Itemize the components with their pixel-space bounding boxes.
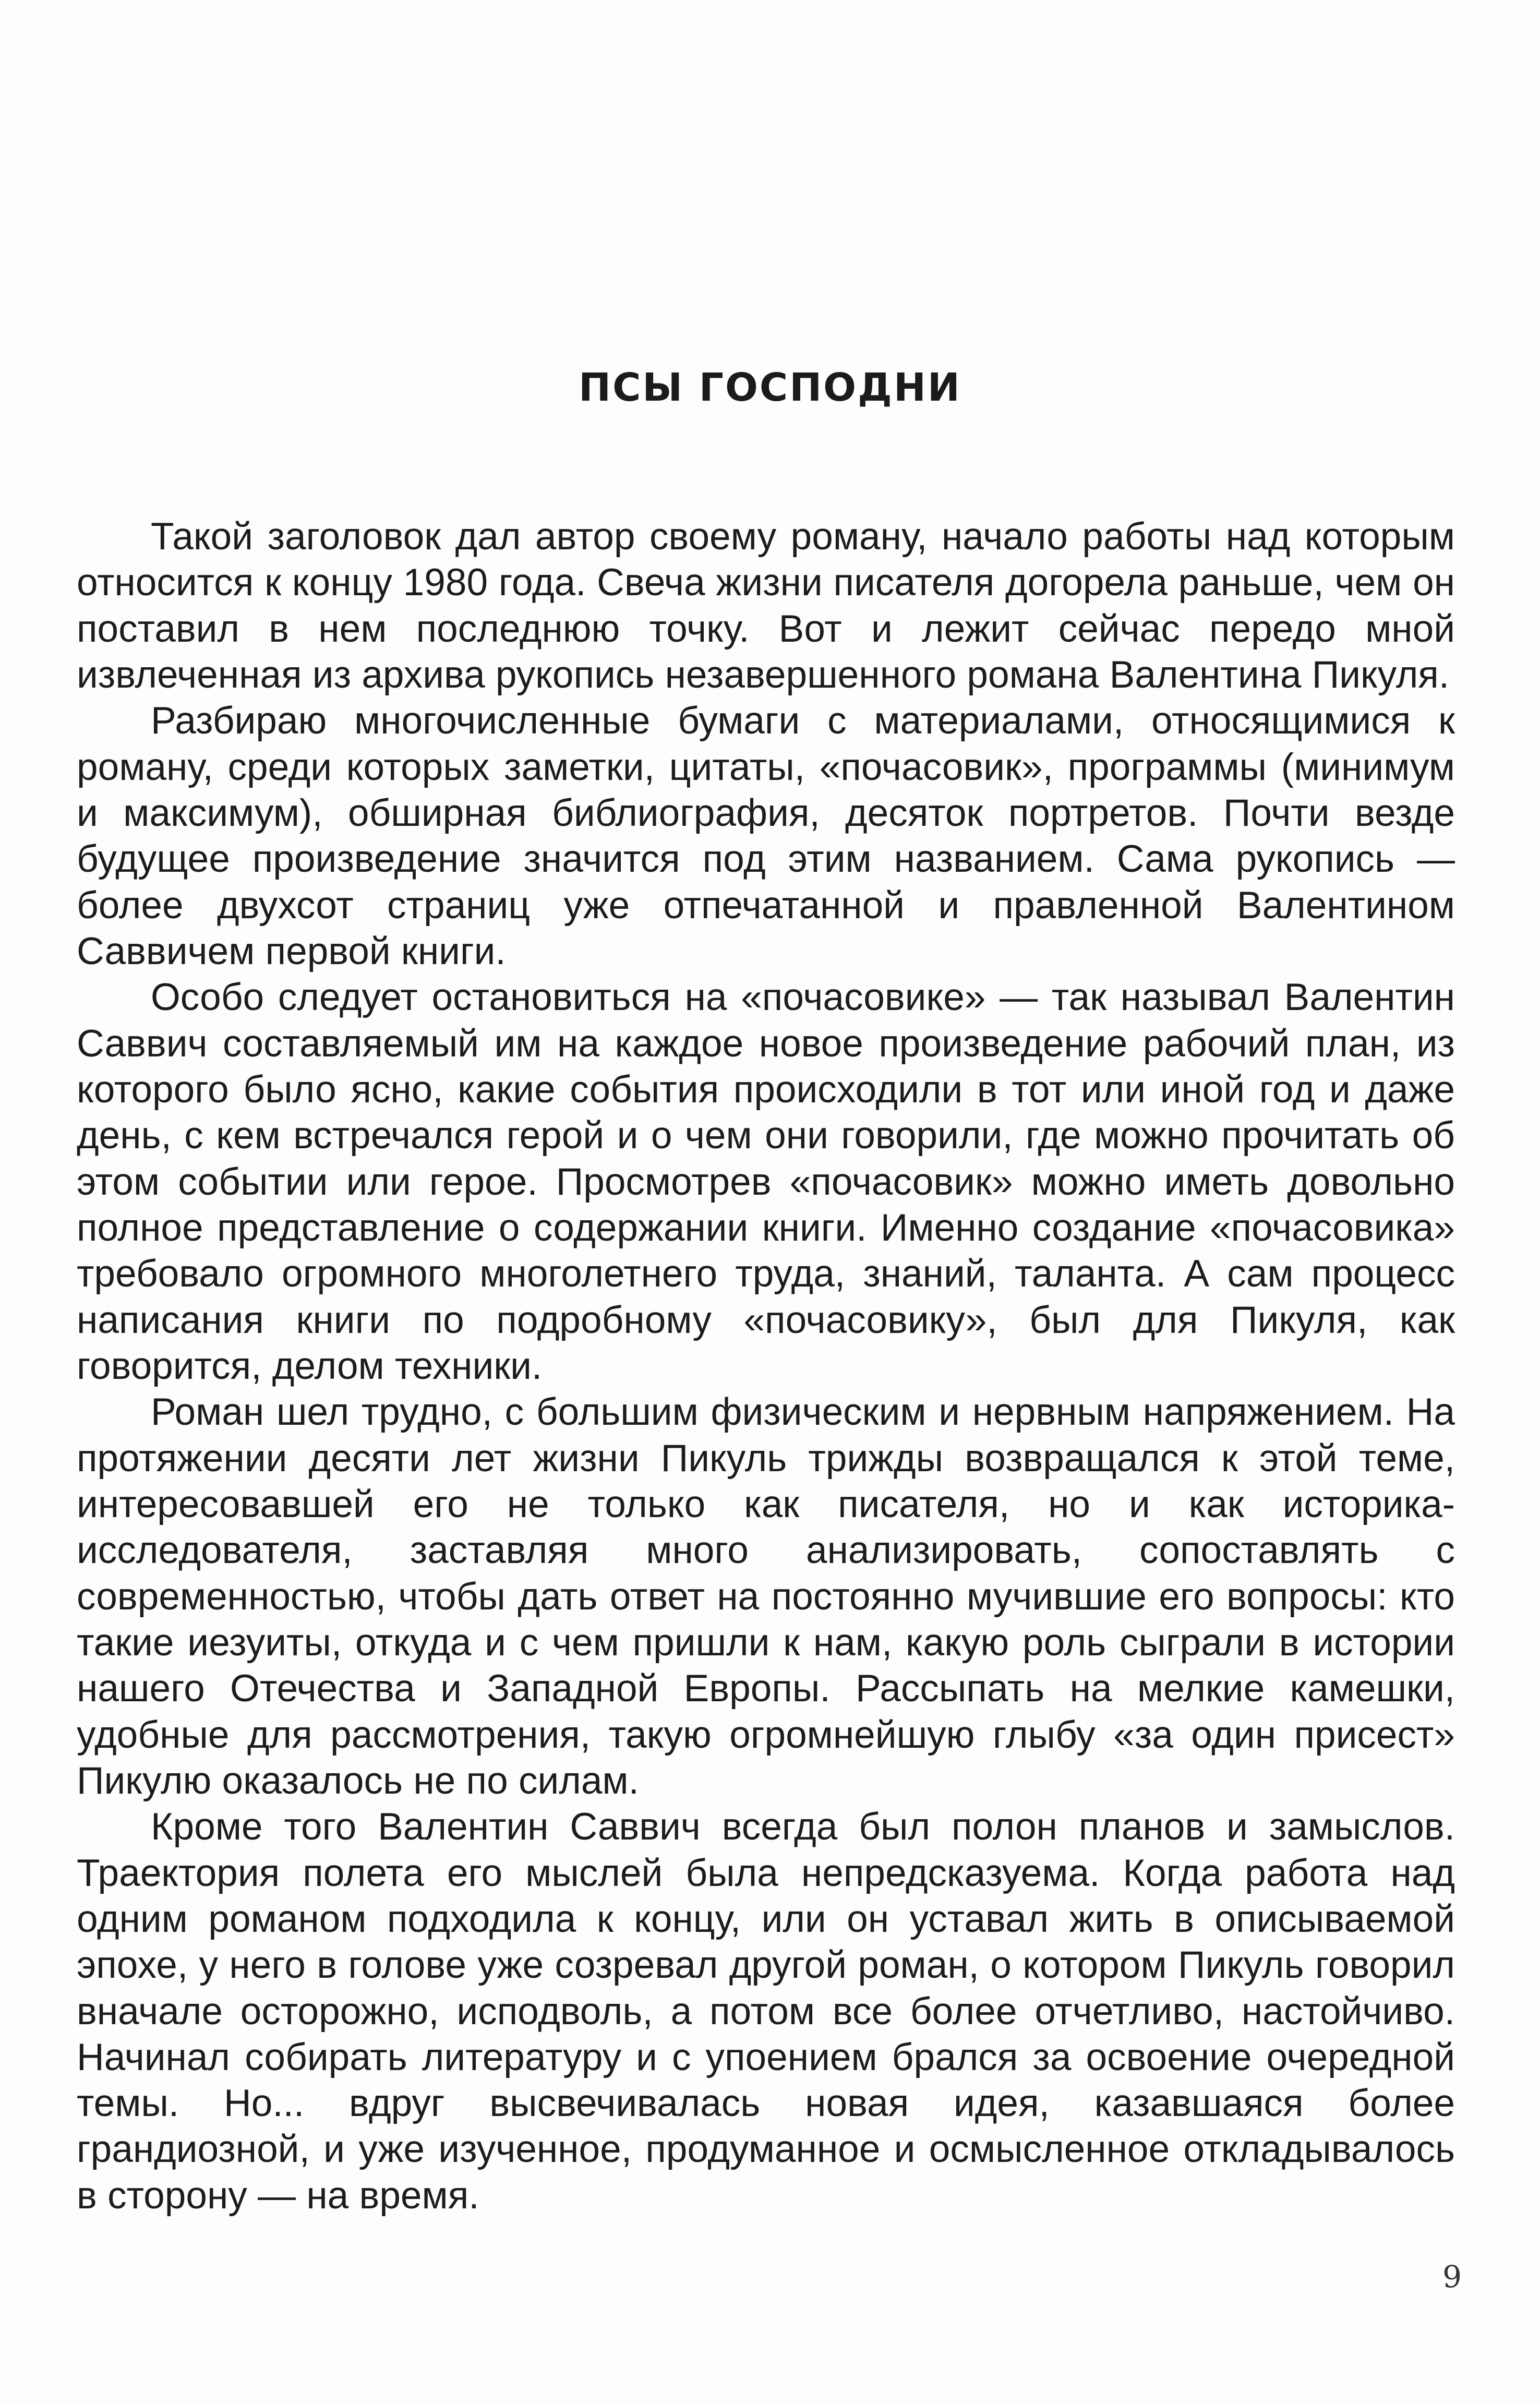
paragraph: Разбираю многочисленные бумаги с материалами, относящимися к роману, среди которых заметки, цитаты, «почасовик», программы (минимум и максимум), обширная библиография, десяток портретов. Почти везде будущее произведение значится под этим названием. Сама рукопись — более двухсот страниц уже отпечатанной и правленной Валентином Саввичем первой книги. bbox=[77, 700, 1455, 972]
paragraph: Такой заголовок дал автор своему роману, начало работы над которым относится к концу 1980 года. Свеча жизни писателя догорела раньше, чем он поставил в нем последнюю точку. Вот и лежит сейчас передо мной извлеченная из архива рукопись незавершенного романа Валентина Пикуля. bbox=[77, 515, 1455, 696]
paragraph: Особо следует остановиться на «почасовике» — так называл Валентин Саввич составляемый им на каждое новое произведение рабочий план, из которого было ясно, какие события происходили в тот или иной год и даже день, с кем встречался герой и о чем они говорили, где можно прочитать об этом событии или герое. Просмотрев «почасовик» можно иметь довольно полное представление о содержании книги. Именно создание «почасовика» требовало огромного многолетнего труда, знаний, таланта. А сам процесс написания книги по подробному «почасовику», был для Пикуля, как говорится, делом техники. bbox=[77, 976, 1455, 1387]
body-text bbox=[77, 514, 1455, 2219]
page-number: 9 bbox=[1442, 2259, 1462, 2294]
paragraph: Роман шел трудно, с большим физическим и нервным напряжением. На протяжении десяти лет жизни Пикуль трижды возвращался к этой теме, интересовавшей его не только как писателя, но и как историка-исследователя, заставляя много анализировать, сопоставлять с современностью, чтобы дать ответ на постоянно мучившие его вопросы: кто такие иезуиты, откуда и с чем пришли к нам, какую роль сыграли в истории нашего Отечества и Западной Европы. Рассыпать на мелкие камешки, удобные для рассмотрения, такую огромнейшую глыбу «за один присест» Пикулю оказалось не по силам. bbox=[77, 1391, 1455, 1802]
chapter-title: ПСЫ ГОСПОДНИ bbox=[579, 365, 961, 410]
paragraph: Кроме того Валентин Саввич всегда был полон планов и замыслов. Траектория полета его мыслей была непредсказуема. Когда работа над одним романом подходила к концу, или он уставал жить в описываемой эпохе, у него в голове уже созревал другой роман, о котором Пикуль говорил вначале осторожно, исподволь, а потом все более отчетливо, настойчиво. Начинал собирать литературу и с упоением брался за освоение очередной темы. Но... вдруг высвечивалась новая идея, казавшаяся более грандиозной, и уже изученное, продуманное и осмысленное откладывалось в сторону — на время. bbox=[77, 1806, 1455, 2217]
